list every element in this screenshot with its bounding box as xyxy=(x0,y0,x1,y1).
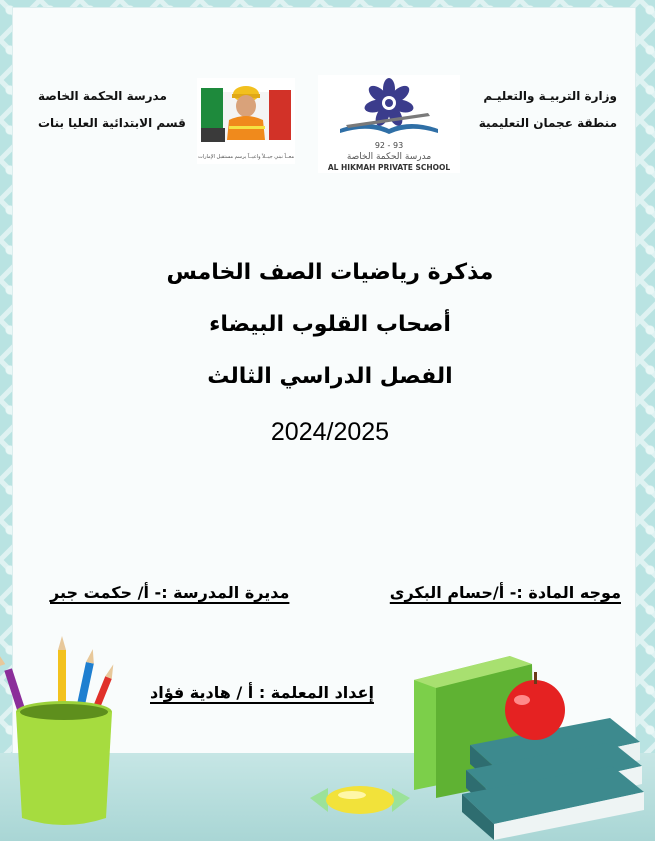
class-name: أصحاب القلوب البيضاء xyxy=(209,312,451,337)
svg-text:مدرسة الحكمة الخاصة: مدرسة الحكمة الخاصة xyxy=(346,152,432,162)
teacher-line: إعداد المعلمة : أ / هادية فؤاد xyxy=(150,683,374,702)
candy-icon xyxy=(310,786,410,814)
svg-text:92 - 93: 92 - 93 xyxy=(374,141,404,150)
term-label: الفصل الدراسي الثالث xyxy=(207,364,453,389)
svg-text:معــاً نبني جيــلاً واعيــاً ي: معــاً نبني جيــلاً واعيــاً يرسم مستقبل الإمارات xyxy=(197,154,295,160)
academic-year: 2024/2025 xyxy=(270,418,390,446)
school-name: مدرسة الحكمة الخاصة xyxy=(38,89,167,103)
svg-text:AL HIKMAH PRIVATE SCHOOL: AL HIKMAH PRIVATE SCHOOL xyxy=(327,163,451,172)
pencil-cup-icon xyxy=(0,636,117,825)
books-apple-icon xyxy=(414,656,644,840)
school-section: قسم الابتدائية العليا بنات xyxy=(38,116,186,130)
principal-line: مديرة المدرسة :- أ/ حكمت جبر xyxy=(50,583,290,602)
supervisor-line: موجه المادة :- أ/حسام البكرى xyxy=(389,583,621,602)
ministry-name: وزارة التربيـة والتعليـم xyxy=(483,89,617,103)
memo-title: مذكرة رياضيات الصف الخامس xyxy=(166,260,494,285)
education-zone: منطقة عجمان التعليمية xyxy=(478,116,617,130)
